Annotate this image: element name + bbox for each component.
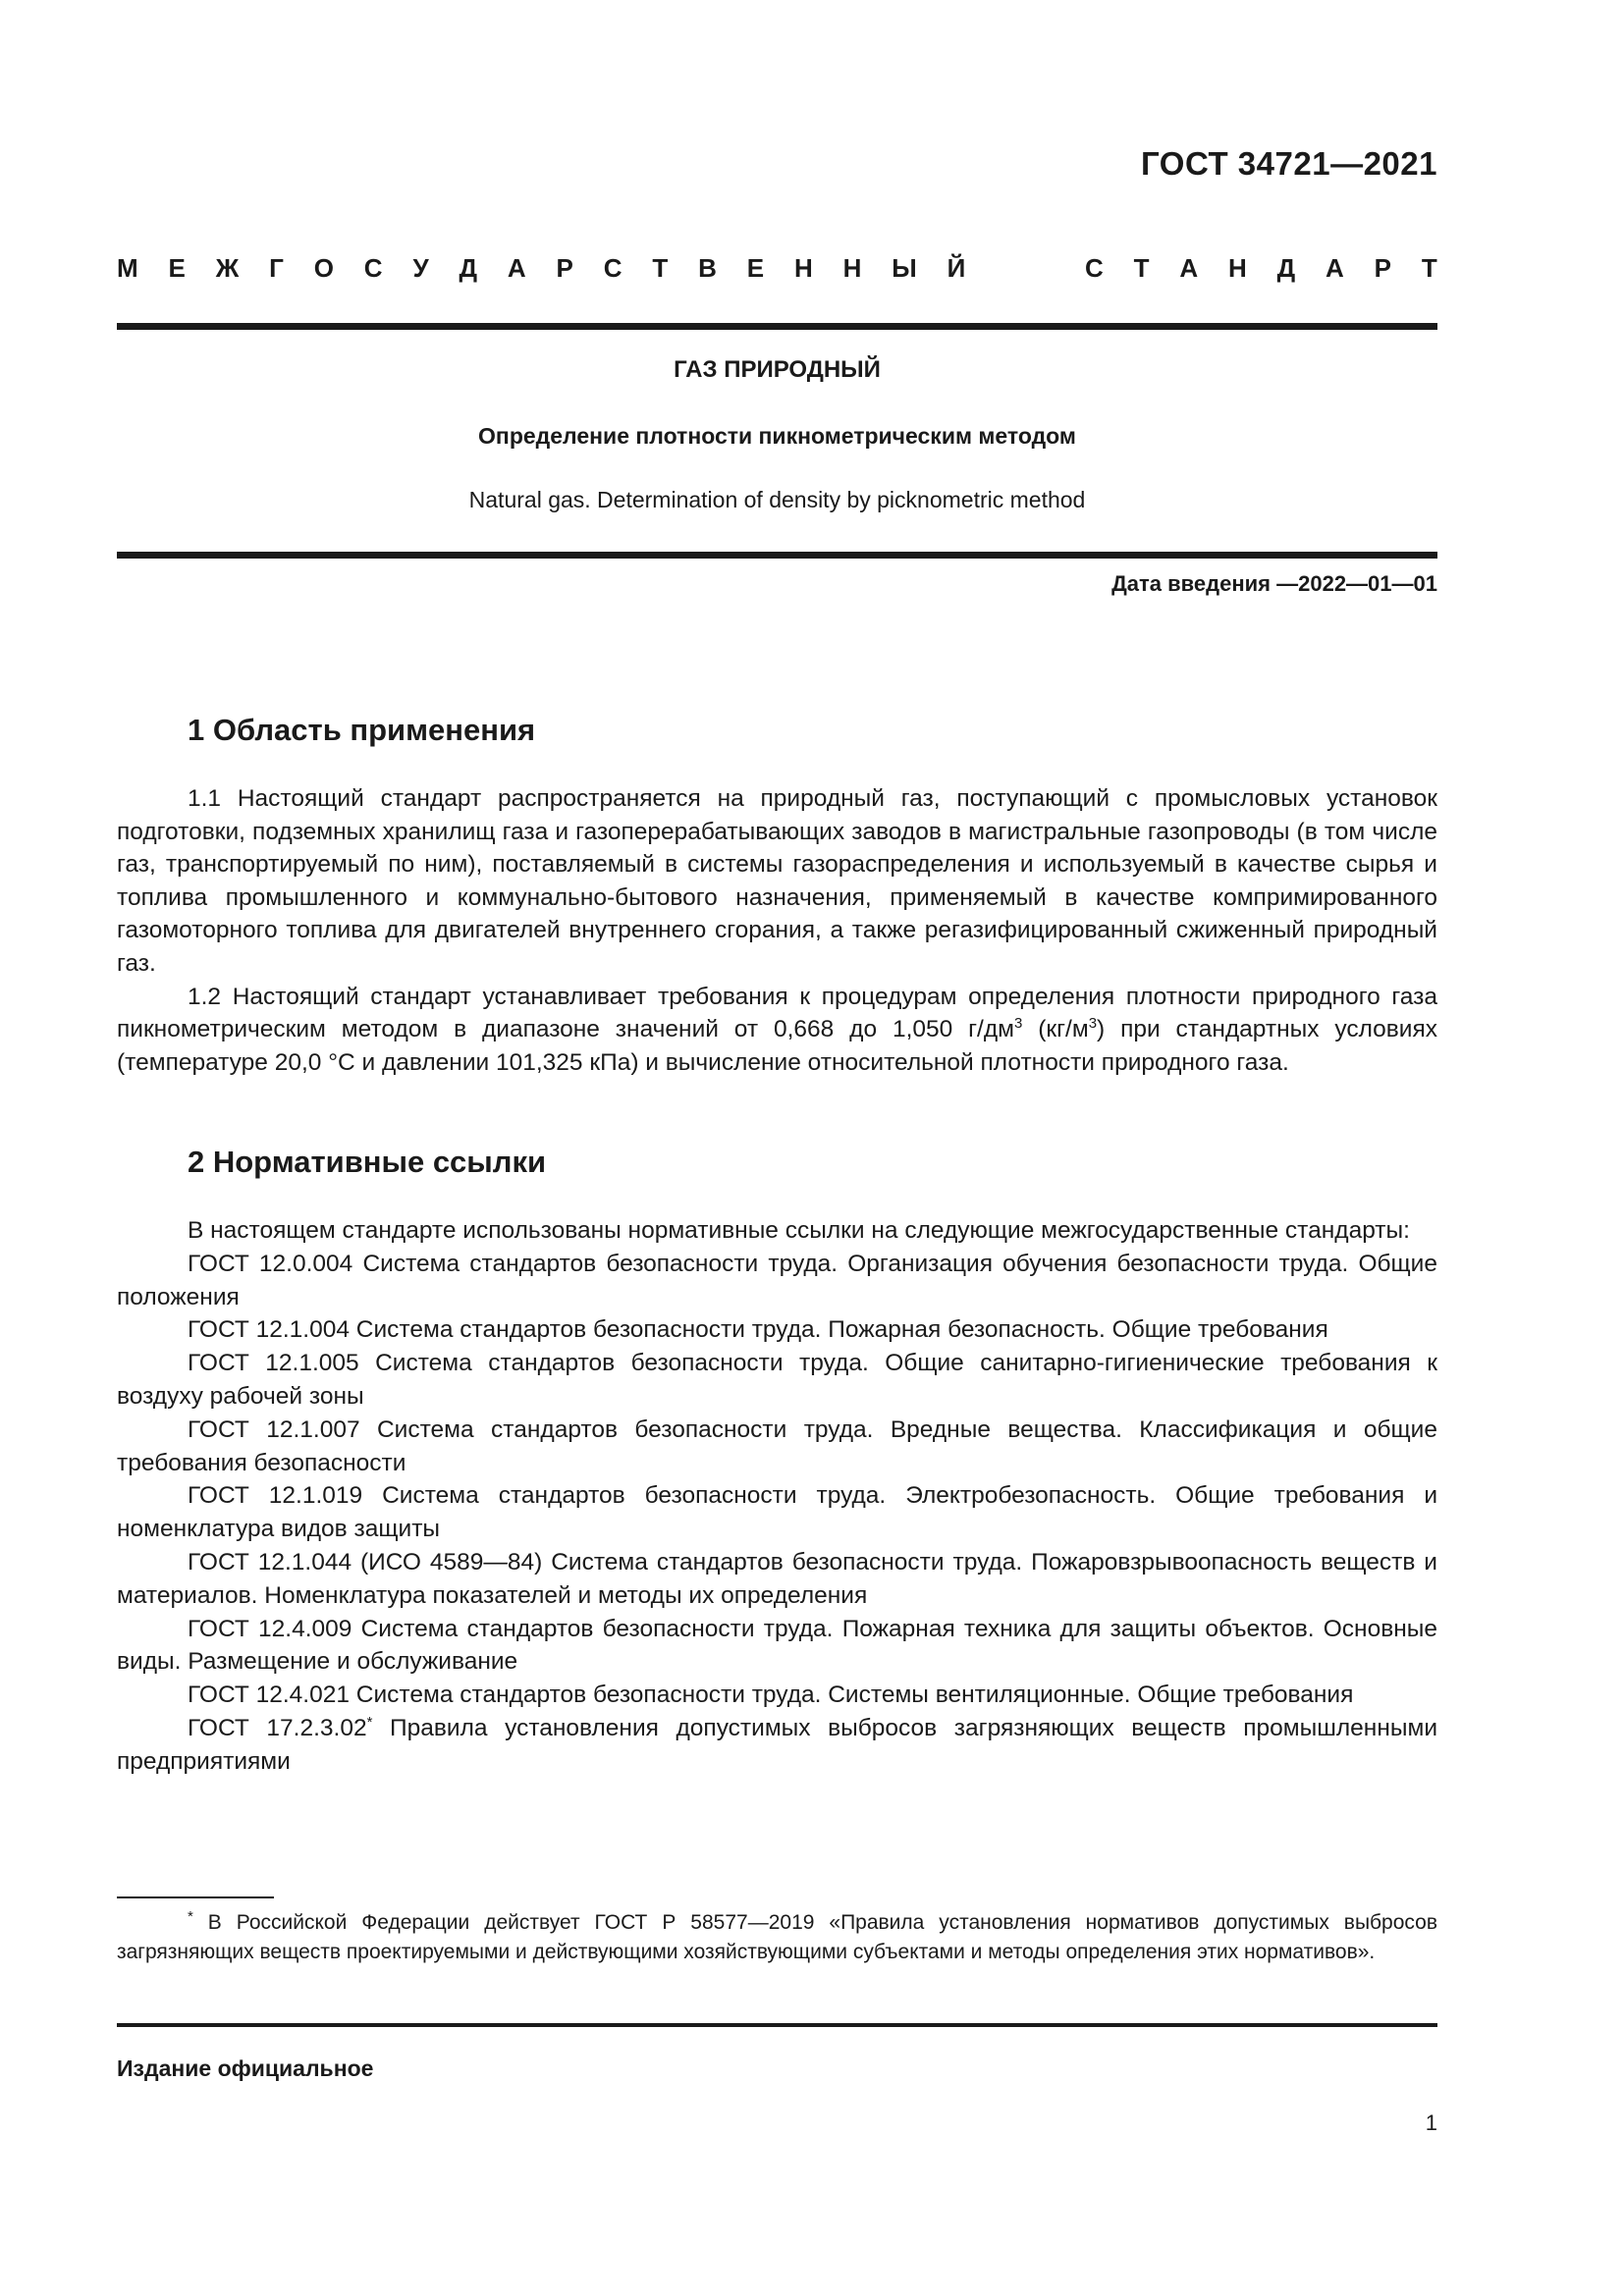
footnote-separator (117, 1896, 274, 1898)
letter: Т (1133, 253, 1150, 283)
letter: Е (746, 253, 765, 283)
letter: Д (1276, 253, 1296, 283)
reference-item: ГОСТ 12.1.004 Система стандартов безопасности труда. Пожарная безопасность. Общие требования (188, 1316, 1328, 1344)
reference-item: ГОСТ 12.0.004 Система стандартов безопасности труда. Организация обучения безопасности труда. Общие положения (117, 1250, 1437, 1310)
edition-label: Издание официальное (117, 2056, 374, 2081)
document-title-english: Natural gas. Determination of density by picknometric method (468, 487, 1086, 512)
letter: В (698, 253, 717, 283)
footer-rule (117, 2023, 1437, 2027)
word-gap (996, 253, 1055, 284)
letter: Н (1228, 253, 1247, 283)
footnote-marker: * (188, 1908, 193, 1925)
letter: Н (793, 253, 813, 283)
document-title: ГАЗ ПРИРОДНЫЙ (674, 356, 881, 383)
standard-type-heading (117, 253, 1437, 284)
section-2-heading: 2 Нормативные ссылки (188, 1145, 547, 1179)
letter: Т (1421, 253, 1437, 283)
introduction-date: Дата введения —2022—01—01 (1111, 571, 1437, 596)
reference-item: ГОСТ 12.4.009 Система стандартов безопасности труда. Пожарная техника для защиты объектов. Основные виды. Размещение и обслуживание (117, 1615, 1437, 1676)
letter: А (507, 253, 526, 283)
reference-item: ГОСТ 12.1.007 Система стандартов безопасности труда. Вредные вещества. Классификация и общие требования безопасности (117, 1415, 1437, 1476)
superscript: 3 (1014, 1015, 1023, 1032)
letter: А (1326, 253, 1344, 283)
letter: Ж (215, 253, 240, 283)
document-subtitle: Определение плотности пикнометрическим методом (478, 423, 1076, 449)
reference-item: ГОСТ 12.4.021 Система стандартов безопасности труда. Системы вентиляционные. Общие требования (188, 1682, 1354, 1709)
header-rule (117, 323, 1437, 330)
letter: Й (947, 253, 966, 283)
letter: Д (459, 253, 478, 283)
paragraph-1-2-part-c: ) при стандартных условиях (температуре 20,0 °С и давлении 101,325 кПа) и вычисление относительной плотности природного газа. (117, 1016, 1437, 1076)
letter: Ы (892, 253, 917, 283)
section-2-body (117, 1214, 1437, 1779)
paragraph-1-2-part-a: 1.2 Настоящий стандарт устанавливает требования к процедурам определения плотности природного газа пикнометрическим методом в диапазоне значений от 0,668 до 1,050 г/дм (117, 983, 1437, 1043)
letter: М (117, 253, 138, 283)
section-1-heading: 1 Область применения (188, 713, 536, 747)
standard-number: ГОСТ 34721—2021 (1141, 145, 1437, 182)
reference-item: ГОСТ 12.1.019 Система стандартов безопасности труда. Электробезопасность. Общие требования и номенклатура видов защиты (117, 1482, 1437, 1543)
letter: С (603, 253, 623, 283)
letter: Н (842, 253, 862, 283)
footnote-marker: * (366, 1713, 373, 1731)
reference-item: ГОСТ 12.1.044 (ИСО 4589—84) Система стандартов безопасности труда. Пожаровзрывоопасность веществ и материалов. Номенклатура показателей и методы их определения (117, 1548, 1437, 1609)
section-1-body (117, 782, 1437, 1079)
reference-title: Правила установления допустимых выбросов загрязняющих веществ промышленными предприятиями (117, 1714, 1438, 1775)
superscript: 3 (1088, 1015, 1098, 1032)
paragraph-1-2-part-b: (кг/м (1022, 1016, 1089, 1043)
letter: О (313, 253, 334, 283)
reference-item: ГОСТ 12.1.005 Система стандартов безопасности труда. Общие санитарно-гигиенические требования к воздуху рабочей зоны (117, 1350, 1437, 1410)
reference-code: ГОСТ 17.2.3.02 (188, 1714, 367, 1741)
footnote (117, 1908, 1437, 1967)
paragraph-1-1: 1.1 Настоящий стандарт распространяется на природный газ, поступающий с промысловых установок подготовки, подземных хранилищ газа и газоперерабатывающих заводов в магистральные газопроводы (в том числе газ, транспортируемый по ним), поставляемый в системы газораспределения и используемый в качестве сырья и топлива промышленного и коммунально-бытового назначения, применяемый в качестве компримированного газомоторного топлива для двигателей внутреннего сгорания, а также регазифицированный сжиженный природный газ. (117, 785, 1437, 977)
letter: С (363, 253, 383, 283)
reference-item (117, 1712, 1437, 1779)
letter: Р (556, 253, 573, 283)
letter: С (1084, 253, 1104, 283)
page-number: 1 (1425, 2110, 1437, 2135)
section-2-intro: В настоящем стандарте использованы нормативные ссылки на следующие межгосударственные стандарты: (188, 1217, 1410, 1244)
title-rule (117, 552, 1437, 559)
paragraph-1-2 (117, 981, 1437, 1080)
letter: Е (168, 253, 186, 283)
footnote-text: В Российской Федерации действует ГОСТ Р 58577—2019 «Правила установления нормативов допустимых выбросов загрязняющих веществ проектируемыми и действующими хозяйствующими субъектами и методы определения этих нормативов». (117, 1911, 1437, 1963)
letter: Р (1374, 253, 1392, 283)
letter: Г (269, 253, 284, 283)
letter: У (412, 253, 429, 283)
letter: Т (652, 253, 669, 283)
document-page (117, 0, 1437, 2296)
letter: А (1179, 253, 1199, 283)
